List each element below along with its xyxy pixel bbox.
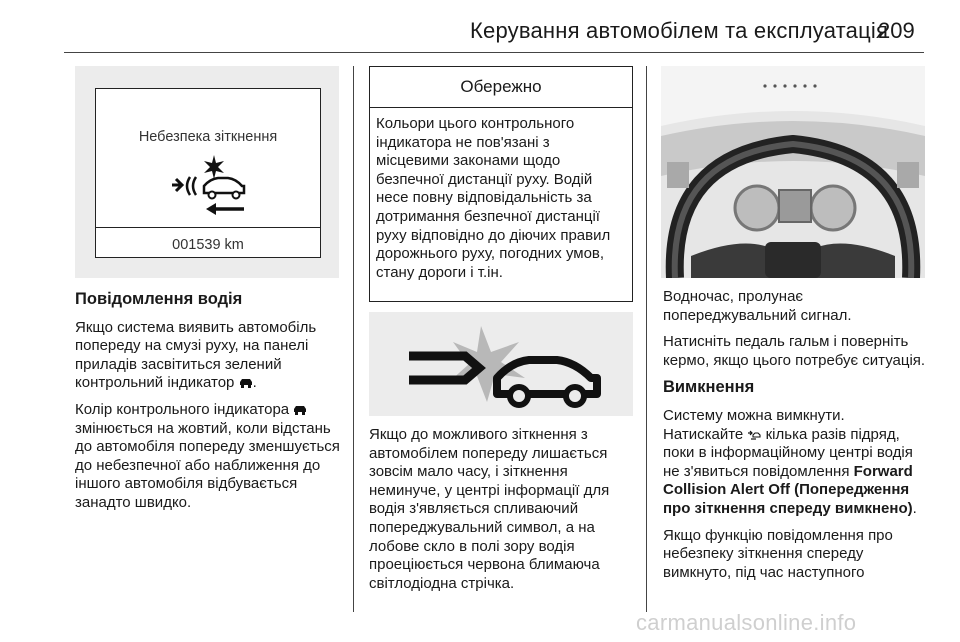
caution-box <box>369 66 633 302</box>
paragraph-indicator-green: Якщо система виявить автомобіль попереду на смузі руху, на панелі приладів засвітиться зелений контрольний індикатор . <box>75 318 317 392</box>
running-header: Керування автомобілем та експлуатація <box>470 18 889 43</box>
cluster-display-figure <box>75 66 339 278</box>
collision-alert-icon <box>369 312 633 416</box>
page-number: 209 <box>878 18 915 43</box>
collision-warning-icon <box>166 153 256 219</box>
message-forward-collision-off: Forward Collision Alert Off (Попередження про зіткнення спереду вимкнено) <box>663 462 913 517</box>
vehicle-ahead-icon <box>293 404 307 415</box>
column-2-text <box>369 426 633 601</box>
section-heading-deactivation: Вимкнення <box>663 378 755 397</box>
cluster-warning-title: Небезпека зіткнення <box>138 129 278 145</box>
steering-wheel-icon <box>661 66 925 278</box>
caution-text: Кольори цього контрольного індикатора не пов'язані з місцевими законами щодо безпечної дистанції руху. Водій несе повну відповідальність за дотримання безпечної дистанції руху відповідно до діючих правил дорожнього руху, погодних умов, стану дороги і т.ін. <box>376 115 611 281</box>
dashboard-figure <box>661 66 925 278</box>
vehicle-ahead-icon <box>239 377 253 388</box>
paragraph-next-start: Якщо функцію повідомлення про небезпеку зіткнення спереду вимкнуто, під час наступного <box>663 526 893 581</box>
paragraph-deactivation: Систему можна вимкнути. Натискайте кілька разів підряд, поки в інформаційному центрі водія не з'явиться повідомлення Forward Collision Alert Off (Попередження про зіткнення спереду вимкнено). <box>663 406 917 517</box>
cluster-screen <box>95 88 321 258</box>
paragraph-imminent-collision: Якщо до можливого зіткнення з автомобілем попереду лишається зовсім мало часу, і зіткнення неминуче, у центрі інформації для водія з'являється спливаючий попереджувальний символ, а на лобове скло в полі зору водія проеціюється червона блимаюча світлодіодна стрічка. <box>369 426 610 592</box>
watermark: carmanualsonline.info <box>636 610 857 635</box>
caution-heading: Обережно <box>370 67 632 108</box>
column-divider-right <box>646 66 647 612</box>
paragraph-brake-steer: Натисніть педаль гальм і поверніть кермо, якщо цього потребує ситуація. <box>663 333 926 369</box>
section-heading-driver-alert: Повідомлення водія <box>75 290 243 308</box>
collision-alert-figure <box>369 312 633 416</box>
column-3-text <box>663 288 931 590</box>
header-rule <box>64 52 924 53</box>
paragraph-indicator-yellow: Колір контрольного індикатора змінюється на жовтий, коли відстань до автомобіля попереду зменшується до небезпечної або наближення до іншого автомобіля відбувається занадто швидко. <box>75 400 340 511</box>
odometer-readout: 001539 km <box>172 237 244 253</box>
column-1-text <box>75 290 343 521</box>
forward-collision-button-icon <box>747 429 761 440</box>
paragraph-warning-sound: Водночас, пролунає попереджувальний сигнал. <box>663 288 852 324</box>
cluster-divider <box>96 227 320 228</box>
column-divider-left <box>353 66 354 612</box>
